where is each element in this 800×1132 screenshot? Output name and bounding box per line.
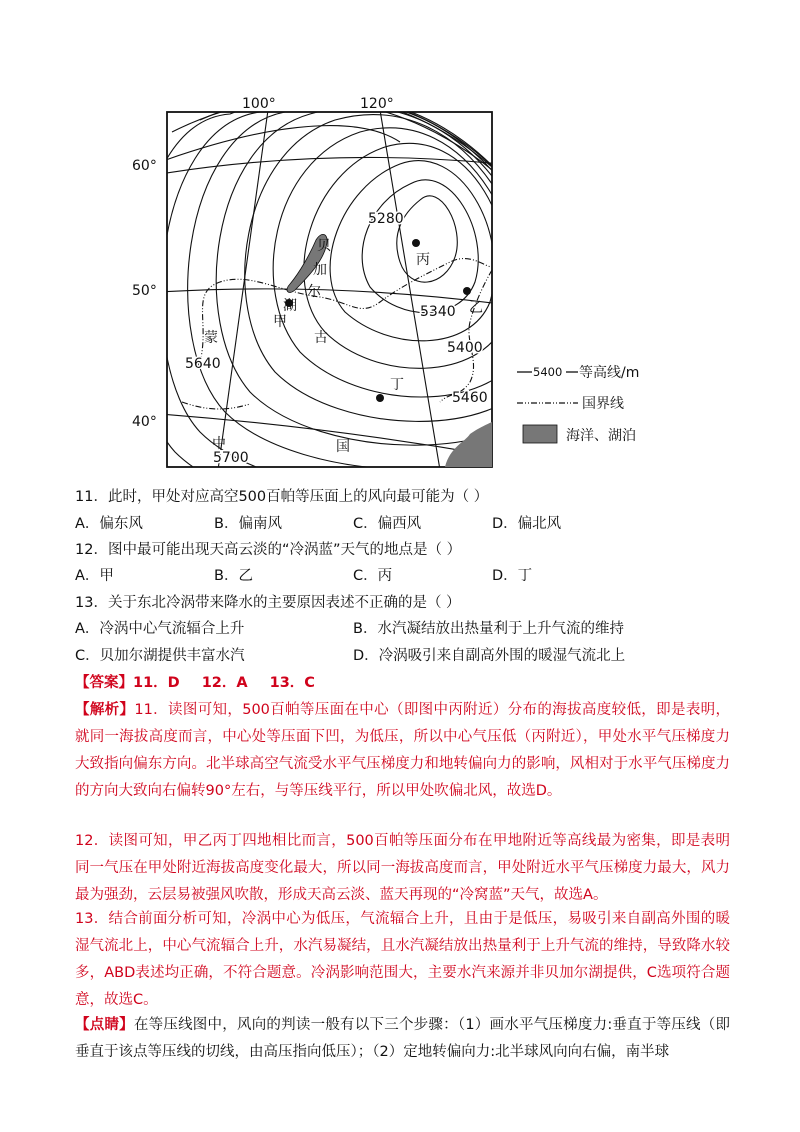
contour-label-5340: 5340	[420, 304, 456, 320]
point-yi-marker	[463, 287, 471, 295]
contour-label-5400: 5400	[447, 340, 483, 356]
answer-13: 13．C	[269, 675, 315, 691]
lon-label-100: 100°	[242, 96, 276, 112]
sea-area	[445, 422, 492, 467]
q13-option-a: A．冷涡中心气流辐合上升	[75, 621, 245, 637]
answer-12: 12．A	[201, 675, 248, 691]
lat-label-60: 60°	[132, 158, 157, 174]
legend-water-label: 海洋、湖泊	[566, 428, 636, 444]
analysis-13: 13．结合前面分析可知，冷涡中心为低压，气流辐合上升，且由于是低压，易吸引来自副高外围的暖湿气流北上，中心气流辐合上升，水汽易凝结，且水汽凝结放出热量利于上升气流的维持，导致降水较多，ABD表述均正确，不符合题意。冷涡影响范围大，主要水汽来源并非贝加尔湖提供，C选项符合题意，故选C。	[75, 911, 730, 1008]
point-bing-marker	[412, 239, 420, 247]
contour-label-5640: 5640	[185, 356, 221, 372]
q11-option-a: A．偏东风	[75, 516, 143, 532]
analysis-11-text: 11．读图可知，500百帕等压面在中心（即图中丙附近）分布的海拔高度较低，即是表明，就同一海拔高度而言，中心处等压面下凹，为低压，所以中心气压低（丙附近），甲处水平气压梯度力大致指向偏东方向。北半球高空气流受水平气压梯度力和地转偏向力的影响，风相对于水平气压梯度力的方向大致向右偏转90°左右，与等压线平行，所以甲处吹偏北风，故选D。	[75, 702, 731, 799]
latitude-line-40	[160, 414, 500, 457]
question-12: 12．图中最可能出现天高云淡的“冷涡蓝”天气的地点是（ ）	[75, 542, 462, 558]
answer-tag: 【答案】	[75, 675, 133, 691]
meridian-100	[218, 110, 268, 470]
tip-tag: 【点睛】	[75, 1017, 134, 1033]
latitude-line-60	[160, 157, 500, 174]
point-ding-label: 丁	[390, 377, 404, 393]
q13-option-b: B．水汽凝结放出热量利于上升气流的维持	[353, 621, 624, 637]
q12-option-d: D．丁	[492, 568, 533, 584]
border-line	[182, 259, 492, 409]
q12-option-b: B．乙	[214, 568, 253, 584]
point-yi-label: 乙	[469, 300, 483, 316]
analysis-11	[75, 697, 730, 805]
place-label-zhong: 中	[212, 436, 226, 452]
place-label-er: 尔	[307, 284, 321, 300]
analysis-tag: 【解析】	[75, 702, 135, 718]
contour-label-5700: 5700	[213, 450, 249, 466]
tip-text: 在等压线图中，风向的判读一般有以下三个步骤：（1）画水平气压梯度力:垂直于等压线（即垂直于该点等压线的切线，由高压指向低压）；（2）定地转偏向力:北半球风向向右偏，南半球	[75, 1017, 731, 1060]
place-label-jia: 加	[313, 262, 327, 278]
place-label-bei: 贝	[317, 238, 331, 254]
contour-label-5460: 5460	[452, 390, 488, 406]
answer-line	[75, 673, 325, 693]
contour-label-5280: 5280	[368, 211, 404, 227]
question-13: 13．关于东北冷涡带来降水的主要原因表述不正确的是（ ）	[75, 595, 461, 611]
legend-water-swatch	[523, 425, 557, 443]
lon-label-120: 120°	[360, 96, 394, 112]
legend-contour-value: 5400	[533, 365, 563, 379]
place-label-guo: 国	[336, 439, 350, 455]
place-label-gu: 古	[314, 330, 328, 346]
point-bing-label: 丙	[416, 252, 430, 268]
meridian-120	[380, 110, 440, 470]
legend-border-label: 国界线	[582, 396, 624, 412]
place-label-hu: 湖	[283, 298, 297, 314]
lat-label-50: 50°	[132, 283, 157, 299]
legend-contour-label: 等高线/m	[579, 365, 640, 381]
q13-option-c: C．贝加尔湖提供丰富水汽	[75, 648, 245, 664]
contour-5700	[172, 99, 629, 474]
q12-option-c: C．丙	[353, 568, 393, 584]
point-ding-marker	[376, 394, 384, 402]
point-jia-label: 甲	[273, 314, 287, 330]
tip-paragraph	[75, 1012, 730, 1066]
lat-label-40: 40°	[132, 414, 157, 430]
q11-option-c: C．偏西风	[353, 516, 422, 532]
q11-option-b: B．偏南风	[214, 516, 282, 532]
question-11: 11．此时，甲处对应高空500百帕等压面上的风向最可能为（ ）	[75, 489, 489, 505]
q11-option-d: D．偏北风	[492, 516, 562, 532]
analysis-12: 12．读图可知，甲乙丙丁四地相比而言，500百帕等压面分布在甲地附近等高线最为密集，即是表明同一气压在甲处附近海拔高度变化最大，所以同一海拔高度而言，甲处附近水平气压梯度力最大，风力最为强劲，云层易被强风吹散，形成天高云淡、蓝天再现的“冷窝蓝”天气，故选A。	[75, 833, 730, 903]
place-label-meng: 蒙	[204, 330, 218, 346]
contour-map	[120, 92, 680, 474]
answer-11: 11．D	[133, 675, 180, 691]
q13-option-d: D．冷涡吸引来自副高外围的暖湿气流北上	[353, 648, 626, 664]
q12-option-a: A．甲	[75, 568, 114, 584]
latitude-line-50	[160, 289, 500, 304]
contour-5280	[397, 196, 458, 282]
